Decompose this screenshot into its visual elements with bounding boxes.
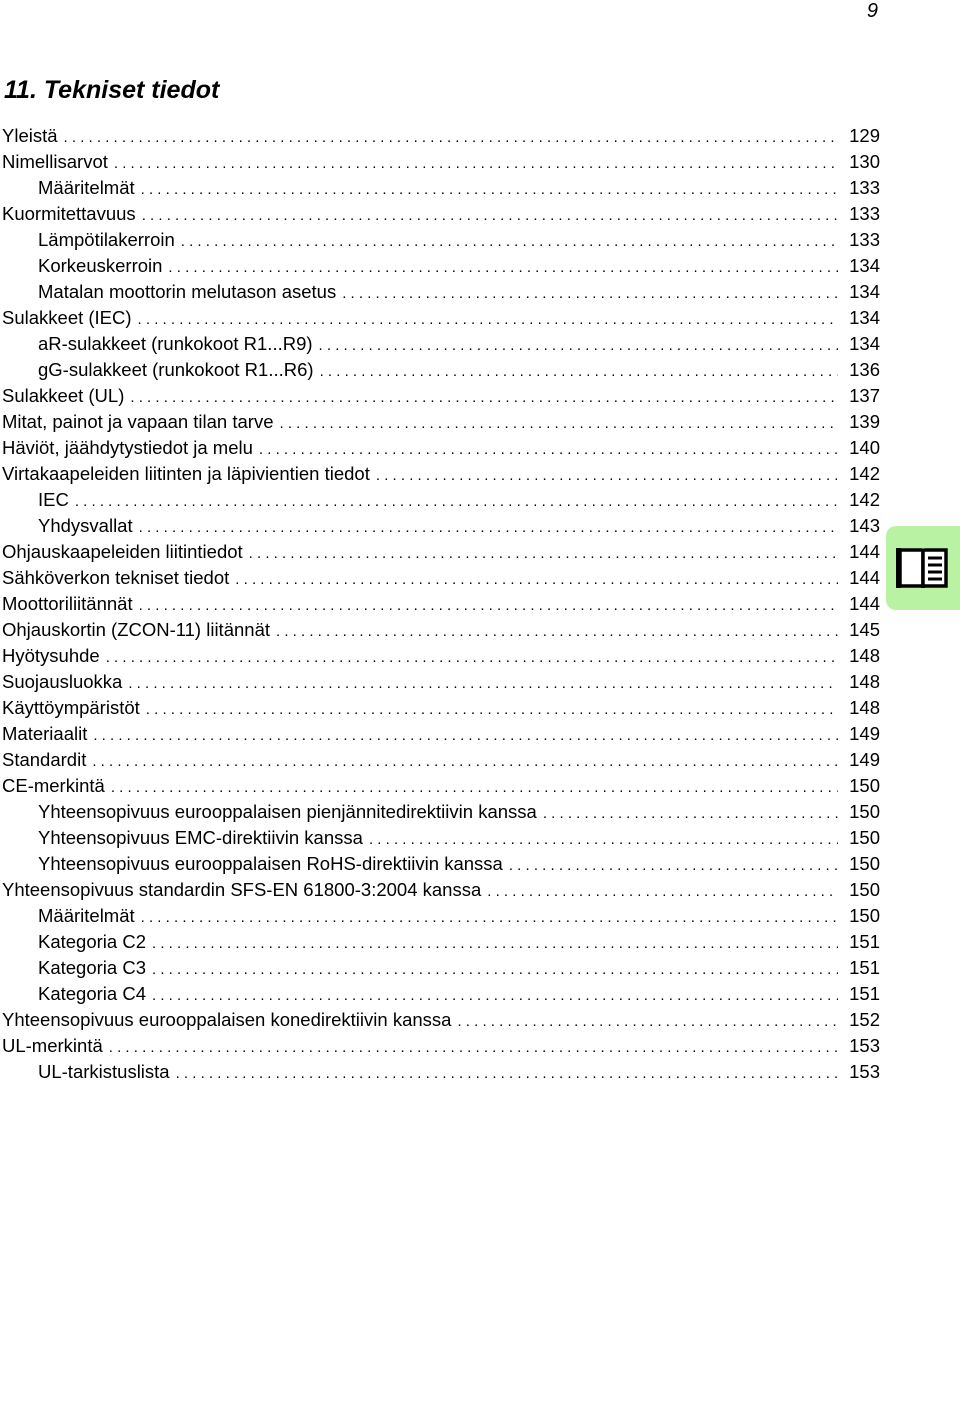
toc-entry-label: UL-tarkistuslista <box>38 1061 170 1082</box>
toc-dot-leader <box>276 619 838 645</box>
toc-entry[interactable] <box>0 201 880 227</box>
toc-entry[interactable] <box>0 253 880 279</box>
toc-entry-label: Kategoria C4 <box>38 983 146 1004</box>
toc-entry-label: Lämpötilakerroin <box>38 229 175 250</box>
toc-entry-label: Yleistä <box>2 125 58 146</box>
toc-entry[interactable] <box>0 539 880 565</box>
toc-dot-leader <box>139 593 838 619</box>
toc-entry-page: 129 <box>849 125 880 146</box>
toc-entry-label: Yhteensopivuus eurooppalaisen RoHS-direktiivin kanssa <box>38 853 503 874</box>
toc-entry-page: 148 <box>849 645 880 666</box>
toc-dot-leader <box>146 697 838 723</box>
toc-entry-label: Yhteensopivuus eurooppalaisen konedirektiivin kanssa <box>2 1009 452 1030</box>
chapter-title: 11. Tekniset tiedot <box>4 76 220 104</box>
toc-dot-leader <box>181 229 838 255</box>
toc-entry[interactable] <box>0 929 880 955</box>
toc-dot-leader <box>259 437 838 463</box>
toc-entry-page: 134 <box>849 255 880 276</box>
toc-entry[interactable] <box>0 643 880 669</box>
toc-entry-page: 134 <box>849 307 880 328</box>
toc-entry-page: 148 <box>849 697 880 718</box>
toc-entry-label: Yhteensopivuus EMC-direktiivin kanssa <box>38 827 363 848</box>
toc-entry-page: 139 <box>849 411 880 432</box>
toc-entry-page: 153 <box>849 1061 880 1082</box>
toc-entry[interactable] <box>0 487 880 513</box>
toc-dot-leader <box>111 775 838 801</box>
toc-entry-page: 137 <box>849 385 880 406</box>
toc-entry[interactable] <box>0 175 880 201</box>
toc-dot-leader <box>487 879 838 905</box>
toc-entry[interactable] <box>0 851 880 877</box>
table-of-contents <box>0 123 880 1085</box>
section-tab <box>886 526 960 610</box>
toc-dot-leader <box>280 411 839 437</box>
toc-entry[interactable] <box>0 279 880 305</box>
toc-entry-page: 150 <box>849 827 880 848</box>
toc-dot-leader <box>141 177 838 203</box>
toc-entry-label: Sulakkeet (UL) <box>2 385 125 406</box>
page-number: 9 <box>866 0 878 22</box>
toc-entry-label: gG-sulakkeet (runkokoot R1...R6) <box>38 359 314 380</box>
toc-dot-leader <box>92 749 838 775</box>
toc-entry-page: 151 <box>849 957 880 978</box>
toc-entry-label: Kategoria C2 <box>38 931 146 952</box>
toc-entry[interactable] <box>0 513 880 539</box>
toc-dot-leader <box>109 1035 838 1061</box>
toc-dot-leader <box>152 931 838 957</box>
toc-entry-label: Mitat, painot ja vapaan tilan tarve <box>2 411 274 432</box>
toc-entry[interactable] <box>0 955 880 981</box>
toc-entry-page: 130 <box>849 151 880 172</box>
toc-entry-page: 140 <box>849 437 880 458</box>
toc-entry-page: 145 <box>849 619 880 640</box>
toc-entry-label: Sähköverkon tekniset tiedot <box>2 567 230 588</box>
toc-entry[interactable] <box>0 669 880 695</box>
toc-dot-leader <box>75 489 838 515</box>
toc-entry-page: 149 <box>849 723 880 744</box>
toc-entry[interactable] <box>0 695 880 721</box>
toc-entry[interactable] <box>0 747 880 773</box>
toc-entry-label: Standardit <box>2 749 87 770</box>
toc-dot-leader <box>128 671 838 697</box>
toc-dot-leader <box>138 307 838 333</box>
toc-entry-page: 151 <box>849 931 880 952</box>
toc-entry-label: Kuormitettavuus <box>2 203 136 224</box>
toc-entry-page: 133 <box>849 229 880 250</box>
toc-dot-leader <box>64 125 838 151</box>
toc-dot-leader <box>141 905 838 931</box>
toc-entry[interactable] <box>0 617 880 643</box>
toc-dot-leader <box>320 359 838 385</box>
toc-dot-leader <box>319 333 838 359</box>
toc-entry[interactable] <box>0 877 880 903</box>
toc-entry[interactable] <box>0 409 880 435</box>
toc-entry-page: 149 <box>849 749 880 770</box>
toc-entry-page: 150 <box>849 905 880 926</box>
toc-entry-page: 142 <box>849 489 880 510</box>
toc-entry-page: 144 <box>849 567 880 588</box>
toc-entry[interactable] <box>0 981 880 1007</box>
toc-dot-leader <box>152 957 838 983</box>
toc-dot-leader <box>457 1009 838 1035</box>
toc-entry-label: Yhteensopivuus eurooppalaisen pienjännitedirektiivin kanssa <box>38 801 537 822</box>
toc-dot-leader <box>342 281 838 307</box>
toc-entry-page: 133 <box>849 177 880 198</box>
toc-entry-label: Määritelmät <box>38 177 135 198</box>
toc-entry-label: Materiaalit <box>2 723 88 744</box>
toc-entry[interactable] <box>0 591 880 617</box>
toc-entry-page: 150 <box>849 879 880 900</box>
toc-entry[interactable] <box>0 357 880 383</box>
toc-dot-leader <box>152 983 838 1009</box>
toc-entry-page: 152 <box>849 1009 880 1030</box>
toc-entry-page: 151 <box>849 983 880 1004</box>
toc-entry-page: 144 <box>849 541 880 562</box>
toc-entry-page: 136 <box>849 359 880 380</box>
toc-entry-label: Määritelmät <box>38 905 135 926</box>
toc-entry-page: 148 <box>849 671 880 692</box>
toc-entry[interactable] <box>0 305 880 331</box>
toc-entry-page: 133 <box>849 203 880 224</box>
toc-entry[interactable] <box>0 721 880 747</box>
toc-entry[interactable] <box>0 383 880 409</box>
toc-entry-label: Kategoria C3 <box>38 957 146 978</box>
toc-entry-label: Häviöt, jäähdytystiedot ja melu <box>2 437 253 458</box>
toc-entry-label: Korkeuskerroin <box>38 255 163 276</box>
toc-entry-page: 150 <box>849 853 880 874</box>
toc-dot-leader <box>142 203 838 229</box>
toc-entry[interactable] <box>0 565 880 591</box>
toc-entry-label: Nimellisarvot <box>2 151 108 172</box>
toc-entry[interactable] <box>0 1059 880 1085</box>
toc-dot-leader <box>376 463 838 489</box>
toc-entry-label: UL-merkintä <box>2 1035 103 1056</box>
toc-entry-page: 153 <box>849 1035 880 1056</box>
toc-entry[interactable] <box>0 227 880 253</box>
toc-entry[interactable] <box>0 903 880 929</box>
toc-dot-leader <box>249 541 838 567</box>
toc-entry[interactable] <box>0 123 880 149</box>
toc-entry-label: Yhdysvallat <box>38 515 133 536</box>
toc-entry-page: 134 <box>849 281 880 302</box>
toc-dot-leader <box>106 645 838 671</box>
toc-dot-leader <box>543 801 838 827</box>
toc-entry[interactable] <box>0 435 880 461</box>
toc-entry[interactable] <box>0 331 880 357</box>
toc-entry[interactable] <box>0 773 880 799</box>
toc-entry-label: Yhteensopivuus standardin SFS-EN 61800-3:2004 kanssa <box>2 879 482 900</box>
toc-entry-label: Matalan moottorin melutason asetus <box>38 281 337 302</box>
toc-entry-label: Moottoriliitännät <box>2 593 133 614</box>
toc-entry-label: Ohjauskortin (ZCON-11) liitännät <box>2 619 270 640</box>
toc-dot-leader <box>93 723 838 749</box>
toc-entry-label: Suojausluokka <box>2 671 123 692</box>
toc-dot-leader <box>176 1061 838 1087</box>
toc-entry[interactable] <box>0 825 880 851</box>
toc-entry-label: Virtakaapeleiden liitinten ja läpivientien tiedot <box>2 463 370 484</box>
toc-dot-leader <box>509 853 838 879</box>
toc-entry-label: IEC <box>38 489 69 510</box>
toc-entry-label: Sulakkeet (IEC) <box>2 307 132 328</box>
toc-entry[interactable] <box>0 149 880 175</box>
toc-dot-leader <box>168 255 838 281</box>
toc-dot-leader <box>130 385 838 411</box>
toc-entry-label: Hyötysuhde <box>2 645 100 666</box>
toc-entry-page: 142 <box>849 463 880 484</box>
toc-dot-leader <box>235 567 838 593</box>
toc-dot-leader <box>139 515 838 541</box>
toc-entry[interactable] <box>0 461 880 487</box>
toc-entry-label: Ohjauskaapeleiden liitintiedot <box>2 541 243 562</box>
toc-entry-label: Käyttöympäristöt <box>2 697 140 718</box>
toc-entry-label: CE-merkintä <box>2 775 105 796</box>
toc-dot-leader <box>369 827 838 853</box>
toc-entry[interactable] <box>0 1033 880 1059</box>
toc-dot-leader <box>114 151 838 177</box>
toc-entry-page: 134 <box>849 333 880 354</box>
toc-entry-page: 150 <box>849 775 880 796</box>
toc-entry-page: 143 <box>849 515 880 536</box>
toc-entry-page: 150 <box>849 801 880 822</box>
toc-entry[interactable] <box>0 799 880 825</box>
toc-entry-page: 144 <box>849 593 880 614</box>
toc-entry[interactable] <box>0 1007 880 1033</box>
toc-entry-label: aR-sulakkeet (runkokoot R1...R9) <box>38 333 313 354</box>
book-icon <box>894 544 952 592</box>
